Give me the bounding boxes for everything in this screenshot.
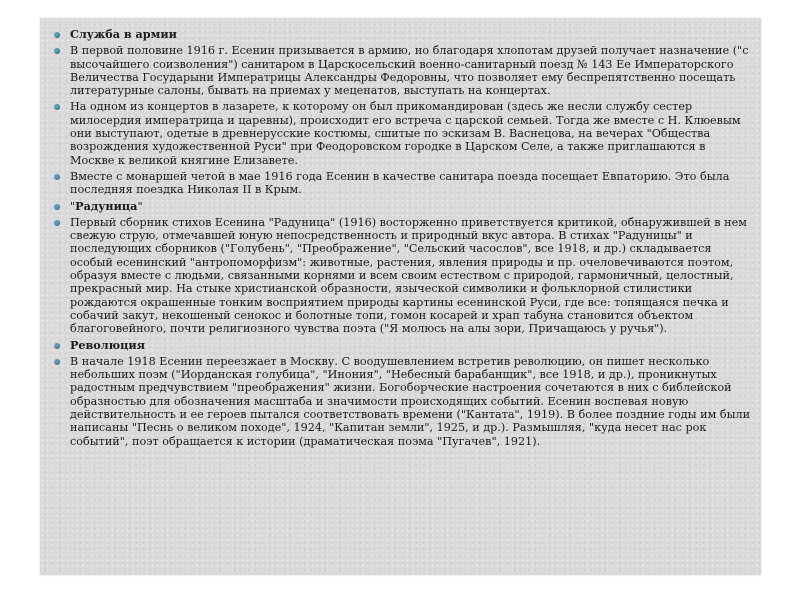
bullet-list <box>52 28 752 451</box>
paragraph-radunitsa: Первый сборник стихов Есенина "Радуница" (1916) восторженно приветствуется критикой, обнаружившей в нем свежую струю, отмечавшей юную непосредственность и природный вкус автора. В стихах "Радуницы" и последующих сборников ("Голубень", "Преображение", "Сельский часослов", все 1918, и др.) складывается особый есенинский "антропоморфизм": животные, растения, явления природы и пр. очеловечиваются поэтом, образуя вместе с людьми, связанными корнями и всем своим естеством с природой, гармоничный, целостный, прекрасный мир. На стыке христианской образности, языческой символики и фольклорной стилистики рождаются окрашенные тонким восприятием природы картины есенинской Руси, где все: топящаяся печка и собачий закут, некошеный сенокос и болотные топи, гомон косарей и храп табуна становится объектом благоговейного, почти религиозного чувства поэта ("Я молюсь на алы зори, Причащаюсь у ручья"). <box>52 216 752 336</box>
bullet-icon <box>54 174 60 180</box>
bullet-icon <box>54 48 60 54</box>
paragraph-army-1: В первой половине 1916 г. Есенин призывается в армию, но благодаря хлопотам друзей получает назначение ("с высочайшего соизволения") санитаром в Царскосельский военно-санитарный поезд № 143 Ее Императорского Величества Государыни Императрицы Александры Федоровны, что позволяет ему беспрепятственно посещать литературные салоны, бывать на приемах у меценатов, выступать на концертах. <box>52 44 752 97</box>
bullet-icon <box>54 204 60 210</box>
paragraph-army-3: Вместе с монаршей четой в мае 1916 года Есенин в качестве санитара поезда посещает Евпаторию. Это была последняя поездка Николая II в Крым. <box>52 170 752 197</box>
paragraph-army-2: На одном из концертов в лазарете, к которому он был прикомандирован (здесь же несли службу сестер милосердия императрица и царевны), происходит его встреча с царской семьей. Тогда же вместе с Н. Клюевым они выступают, одетые в древнерусские костюмы, сшитые по эскизам В. Васнецова, на вечерах "Общества возрождения художественной Руси" при Феодоровском городке в Царском Селе, а также приглашаются в Москве к великой княгине Елизавете. <box>52 100 752 166</box>
paragraph-revolution: В начале 1918 Есенин переезжает в Москву. С воодушевлением встретив революцию, он пишет несколько небольших поэм ("Иорданская голубица", "Инония", "Небесный барабанщик", все 1918, и др.), проникнутых радостным предчувствием "преображения" жизни. Богоборческие настроения сочетаются в них с библейской образностью для обозначения масштаба и значимости происходящих событий. Есенин воспевая новую действительность и ее героев пытался соответствовать времени ("Кантата", 1919). В более поздние годы им были написаны "Песнь о великом походе", 1924, "Капитан земли", 1925, и др.). Размышляя, "куда несет нас рок событий", поэт обращается к истории (драматическая поэма "Пугачев", 1921). <box>52 355 752 448</box>
bullet-icon <box>54 359 60 365</box>
section-heading-army: Служба в армии <box>52 28 752 41</box>
bullet-icon <box>54 104 60 110</box>
bullet-icon <box>54 220 60 226</box>
bullet-icon <box>54 343 60 349</box>
bullet-icon <box>54 32 60 38</box>
section-heading-revolution: Революция <box>52 339 752 352</box>
section-heading-radunitsa: "Радуница" <box>52 200 752 213</box>
